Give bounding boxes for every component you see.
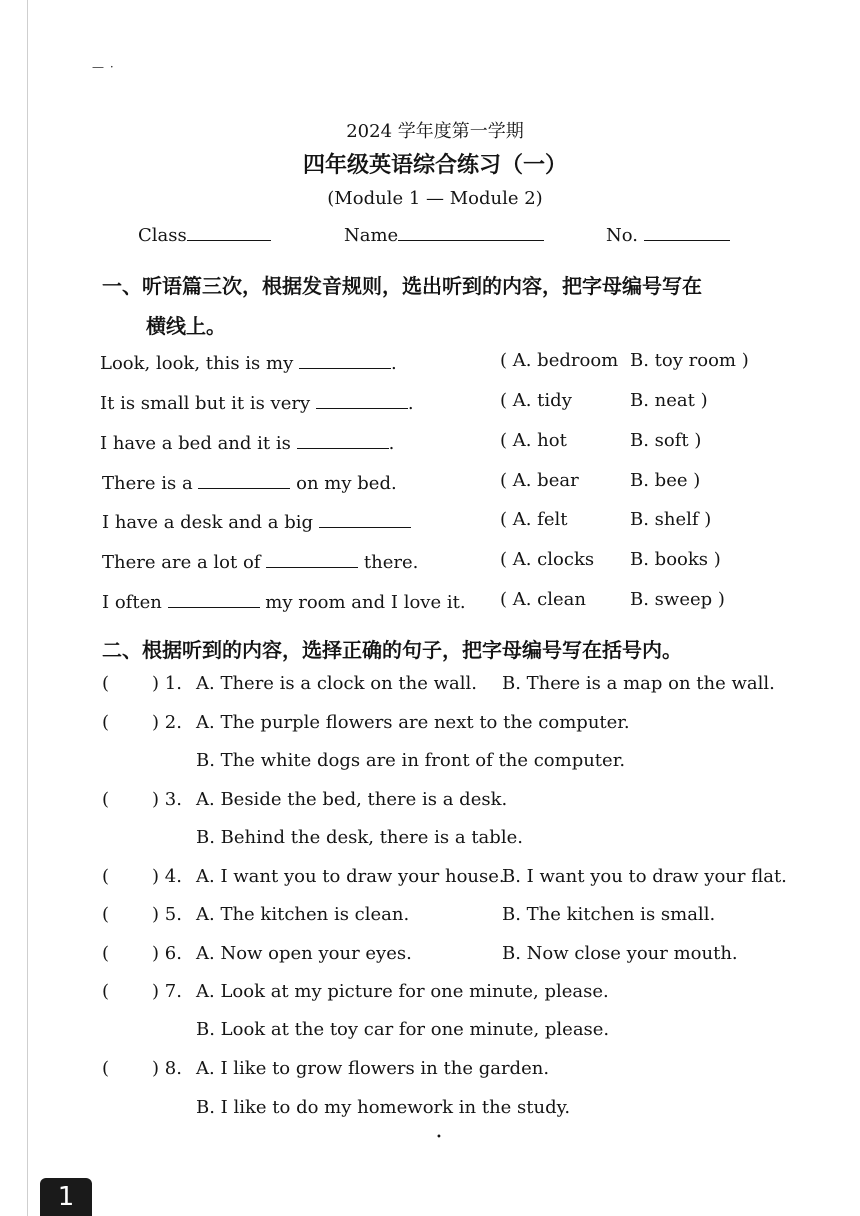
- s1-item-6: [102, 549, 418, 573]
- s1-option-a: ( A. felt: [500, 509, 568, 530]
- answer-blank[interactable]: [168, 589, 260, 608]
- section1-title-cont: 横线上。: [146, 314, 226, 338]
- number-label: No.: [606, 225, 638, 246]
- number-blank[interactable]: [644, 222, 730, 241]
- answer-paren[interactable]: (: [102, 943, 110, 964]
- s1-option-b: B. toy room ): [630, 350, 749, 371]
- s1-item-1: [100, 350, 397, 374]
- print-dot: •: [436, 1132, 442, 1143]
- s2-option-b: B. Behind the desk, there is a table.: [196, 827, 523, 848]
- s2-item-number: ) 7.: [152, 981, 182, 1002]
- s2-option-a: A. The purple flowers are next to the computer.: [196, 712, 630, 733]
- number-field[interactable]: [606, 222, 730, 246]
- page-edge-line: [27, 0, 28, 1216]
- s1-option-a: ( A. bear: [500, 470, 579, 491]
- s1-item-text: I have a bed and it is: [100, 433, 291, 454]
- s1-option-a: ( A. clocks: [500, 549, 595, 570]
- section2-title: 二、根据听到的内容，选择正确的句子，把字母编号写在括号内。: [102, 638, 682, 662]
- page-title: 四年级英语综合练习（一）: [302, 153, 567, 178]
- s2-option-a: A. I like to grow flowers in the garden.: [196, 1058, 550, 1079]
- answer-paren[interactable]: (: [102, 712, 110, 733]
- s1-item-3: [100, 430, 394, 454]
- s2-option-b: B. There is a map on the wall.: [502, 673, 775, 694]
- s1-item-text: I often: [102, 592, 162, 613]
- s1-item-text-after: .: [388, 433, 395, 454]
- s1-item-text: I have a desk and a big: [102, 512, 314, 533]
- s1-option-a: ( A. hot: [500, 430, 567, 451]
- s2-item-number: ) 3.: [152, 789, 182, 810]
- s1-option-a: ( A. bedroom: [500, 350, 619, 371]
- answer-paren[interactable]: (: [102, 981, 110, 1002]
- semester-heading: 2024 学年度第一学期: [346, 121, 524, 142]
- answer-paren[interactable]: (: [102, 866, 110, 887]
- answer-blank[interactable]: [316, 390, 408, 409]
- s2-option-b: B. I want you to draw your flat.: [502, 866, 787, 887]
- s1-option-a: ( A. tidy: [500, 390, 572, 411]
- s2-option-b: B. The kitchen is small.: [502, 904, 716, 925]
- s1-item-text-after: .: [391, 353, 397, 374]
- name-label: Name: [344, 225, 399, 246]
- s1-item-text: Look, look, this is my: [100, 353, 294, 374]
- s1-item-7: [102, 589, 466, 613]
- s2-option-a: A. Now open your eyes.: [196, 943, 412, 964]
- s1-item-2: [100, 390, 414, 414]
- corner-mark: — ·: [92, 60, 115, 74]
- section1-title: 一、听语篇三次，根据发音规则，选出听到的内容，把字母编号写在: [102, 274, 702, 298]
- class-field[interactable]: [138, 222, 271, 246]
- s1-item-4: [102, 470, 397, 494]
- answer-blank[interactable]: [319, 509, 411, 528]
- class-blank[interactable]: [187, 222, 271, 241]
- answer-paren[interactable]: (: [102, 904, 110, 925]
- s1-option-b: B. soft ): [630, 430, 702, 451]
- answer-paren[interactable]: (: [102, 1058, 110, 1079]
- s1-item-text: It is small but it is very: [100, 393, 311, 414]
- s1-option-b: B. neat ): [630, 390, 708, 411]
- s1-item-text-after: on my bed.: [296, 473, 397, 494]
- s2-option-a: A. Beside the bed, there is a desk.: [196, 789, 508, 810]
- module-range: (Module 1 — Module 2): [327, 188, 543, 209]
- answer-blank[interactable]: [266, 549, 358, 568]
- s2-item-number: ) 5.: [152, 904, 182, 925]
- s1-option-b: B. shelf ): [630, 509, 712, 530]
- s1-item-text: There is a: [102, 473, 193, 494]
- s1-option-b: B. bee ): [630, 470, 701, 491]
- s2-item-number: ) 8.: [152, 1058, 182, 1079]
- s1-item-5: [102, 509, 411, 533]
- s2-option-b: B. Look at the toy car for one minute, please.: [196, 1019, 610, 1040]
- s2-option-a: A. Look at my picture for one minute, please.: [196, 981, 609, 1002]
- s2-item-number: ) 1.: [152, 673, 182, 694]
- answer-blank[interactable]: [297, 430, 389, 449]
- s2-option-a: A. I want you to draw your house.: [196, 866, 505, 887]
- answer-paren[interactable]: (: [102, 789, 110, 810]
- class-label: Class: [138, 225, 187, 246]
- s2-option-a: A. There is a clock on the wall.: [196, 673, 477, 694]
- s2-item-number: ) 6.: [152, 943, 182, 964]
- page-number-badge: 1: [40, 1178, 92, 1216]
- s2-option-a: A. The kitchen is clean.: [196, 904, 410, 925]
- answer-paren[interactable]: (: [102, 673, 110, 694]
- answer-blank[interactable]: [299, 350, 391, 369]
- s2-option-b: B. Now close your mouth.: [502, 943, 738, 964]
- s1-item-text: There are a lot of: [102, 552, 261, 573]
- s1-item-text-after: .: [407, 393, 414, 414]
- s2-option-b: B. The white dogs are in front of the computer.: [196, 750, 626, 771]
- name-blank[interactable]: [398, 222, 544, 241]
- s2-option-b: B. I like to do my homework in the study.: [196, 1097, 571, 1118]
- s2-item-number: ) 4.: [152, 866, 182, 887]
- answer-blank[interactable]: [198, 470, 290, 489]
- s1-option-b: B. sweep ): [630, 589, 725, 610]
- s1-option-a: ( A. clean: [500, 589, 587, 610]
- s1-item-text-after: my room and I love it.: [265, 592, 466, 613]
- name-field[interactable]: [344, 222, 544, 246]
- s1-option-b: B. books ): [630, 549, 721, 570]
- s1-item-text-after: there.: [363, 552, 419, 573]
- s2-item-number: ) 2.: [152, 712, 182, 733]
